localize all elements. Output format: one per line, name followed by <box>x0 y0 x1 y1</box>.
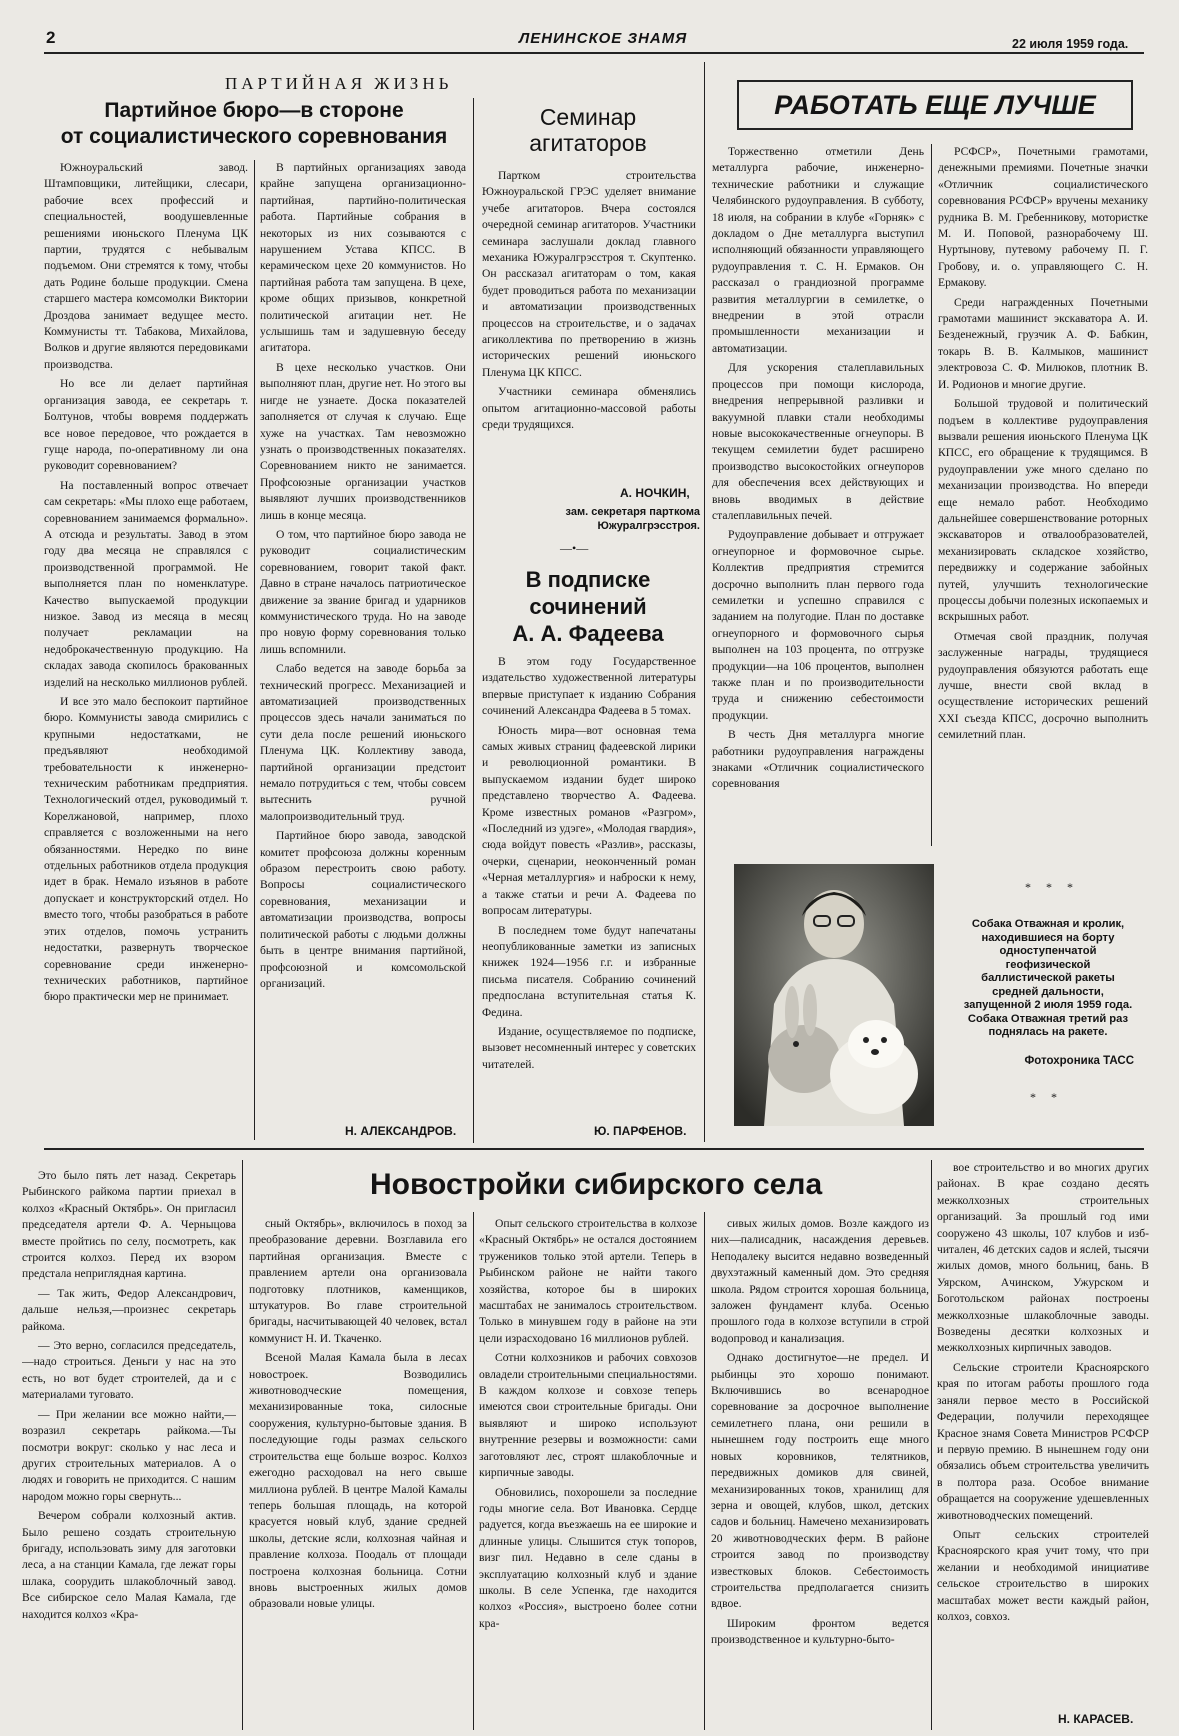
article5-paragraph: Широким фронтом ведется производственное и культурно-быто- <box>711 1616 929 1647</box>
article1-paragraph: В цехе несколько участков. Они выполняют план, другие нет. Но этого вы нигде не узнаете. Доска показателей заполняется от случая к случаю. Еще хуже на участках. Там невозможно узнать о производственных показателях. Соревнованием никто не занимается. Профсоюзные организации участков выявляют лучших производственников лишь в конце месяца. <box>260 360 466 522</box>
article5-paragraph: Однако достигнутое—не предел. И рыбинцы это хорошо понимают. Включившись во всенародное соревнование за досрочное выполнение семилетнего плана, они решили в нынешнем году построить еще много новых коровников, телятников, передвижных домиков для свиней, механизированных токов, хранилищ для зерна и овощей, клубов, школ, детских садов и больниц. Намечено механизировать 20 животноводческих ферм. В районе строится завод по производству известковых блоков. Себестоимость строительства предполагается снизить вдвое. <box>711 1351 929 1611</box>
article5-title: Новостройки сибирского села <box>370 1168 823 1201</box>
article3-title <box>480 566 696 647</box>
article1-column-1 <box>44 160 248 1145</box>
article1-paragraph: На поставленный вопрос отвечает сам секретарь: «Мы плохо еще работаем, соревнованием занимаемся формально». А отсюда и результаты. Завод в этом году два месяца не справлялся с производственной программой. Не выполняется план по номенклатуре. Качество выпускаемой продукции низкое. Завод из месяца в месяц получает рекламации на недоброкачественную продукцию. На складах завода скопилось бракованных изделий на несколько миллионов рублей. <box>44 478 248 689</box>
article5-paragraph: вое строительство и во многих других районах. В крае создано десять межколхозных строительных организаций. За прошлый год ими сооружено 43 школы, 107 клубов и изб-читален, 46 детских садов и яслей, тысячи жилых домов, много больниц, бань. В Уярском, Ачинском, Ужурском и Боготольском районах построены межколхозные шлакоблочные заводы. Возведены десятки колхозных и межколхозных кирпичных заводов. <box>937 1161 1149 1355</box>
article5-paragraph: Это было пять лет назад. Секретарь Рыбинского райкома партии приехал в колхоз «Красный Октябрь». Он пригласил председателя артели Ф. А. Черныцова вместе пройтись по селу, посмотреть, как строится колхоз. Перед их взором предстала неприглядная картина. <box>22 1169 236 1281</box>
paper-name: ЛЕНИНСКОЕ ЗНАМЯ <box>519 30 688 47</box>
article1-title-line2: от социалистического соревнования <box>60 125 448 148</box>
masthead-rule <box>44 52 1144 54</box>
article4-paragraph: Торжественно отметили День металлурга рабочие, инженерно-технические работники и служащие Челябинского рудоуправления. В субботу, 18 июля, на собрании в клубе «Горняк» с докладом о Дне металлурга выступил исполняющий обязанности управляющего рудоуправления т. С. Н. Ермаков. Он рассказал о грандиозной программе развития металлургии в семилетке, о внедрении в этой отрасли промышленности механизации и автоматизации. <box>712 145 924 355</box>
article1-paragraph: Южноуральский завод. Штамповщики, литейщики, слесари, рабочие всех профессий и специальностей, воодушевленные решениями июньского Пленума ЦК партии, трудятся с небывалым подъемом. Они стремятся к тому, чтобы дать Родине больше продукции. Смена старшего мастера комсомолки Виктории Дроздова занимает ведущее место. Коммунисты тт. Табакова, Михайлова, Волков и другие являются передовиками производства. <box>44 161 248 371</box>
article5-paragraph: — При желании все можно найти,—возразил секретарь райкома.—Ты посмотри вокруг: сколько у нас леса и других строительных материалов. А о людях и говорить не приходится. С нашим народом можно горы свернуть... <box>22 1407 236 1503</box>
stars-decoration: * * * <box>1025 880 1079 894</box>
article4-paragraph: РСФСР», Почетными грамотами, денежными премиями. Почетные значки «Отличник социалистического соревнования РСФСР» вручены механику рудника В. М. Гребенникову, мотористке М. И. Поповой, разнорабочему Ш. Нуртынову, путевому рабочему П. Г. Гробову, и. о. управляющего С. Н. Ермакову. <box>938 145 1148 290</box>
article2-title-line1: Семинар <box>539 104 637 130</box>
article2-paragraph: Участники семинара обменялись опытом агитационно-массовой работы среди трудящихся. <box>482 385 696 432</box>
article4-paragraph: В честь Дня металлурга многие работники рудоуправления награждены знаками «Отличник социалистического соревнования <box>712 728 924 791</box>
article4-title-box <box>737 80 1133 130</box>
section-label: ПАРТИЙНАЯ ЖИЗНЬ <box>225 74 453 93</box>
article4-paragraph: Для ускорения сталеплавильных процессов при помощи кислорода, внедрения непрерывной разливки и вакуумной плавки стали необходимы новые высококачественные огнеупоры. В текущем семилетии будет расширено производство высокостойких огнеупоров для обеспечения всех действующих и вновь вводимых в действие сталеплавильных печей. <box>712 361 924 522</box>
article2-signature-name: А. НОЧКИН, <box>620 486 690 500</box>
article4-title: РАБОТАТЬ ЕЩЕ ЛУЧШЕ <box>774 90 1096 120</box>
page-number: 2 <box>46 28 56 47</box>
article2-title-line2: агитаторов <box>529 130 647 156</box>
column-rule <box>254 160 255 1140</box>
article5-paragraph: Вечером собрали колхозный актив. Было решено создать строительную бригаду, использовать зиму для заготовки леса, а на станции Камала, где лежат горы шлака, соорудить шлакоблочный завод. Все сибирское село Малая Камала, где находится колхоз «Кра- <box>22 1509 236 1621</box>
article1-signature: Н. АЛЕКСАНДРОВ. <box>345 1124 457 1138</box>
article5-column-4 <box>711 1216 929 1728</box>
article3-paragraph: В последнем томе будут напечатаны неопубликованные заметки из записных книжек 1924—1956 г.г. и избранные письма писателя. Собранию сочинений предпослана вступительная статья К. Федина. <box>482 923 696 1019</box>
article5-column-1 <box>22 1168 236 1728</box>
issue-date: 22 июля 1959 года. <box>1012 37 1129 51</box>
article4-paragraph: Отмечая свой праздник, получая заслуженные награды, трудящиеся рудоуправления обязуются работать еще лучше, внести свой вклад в осуществление исторических решений XXI съезда КПСС, досрочно выполнить семилетний план. <box>938 629 1148 742</box>
article5-paragraph: — Это верно, согласился председатель,—надо строиться. Деньги у нас на это есть, но вот будет строителей, да и с материалами туговато. <box>22 1339 236 1402</box>
article2-body <box>482 168 696 476</box>
article5-paragraph: Опыт сельского строительства в колхозе «Красный Октябрь» не остался достоянием тружеников только этой артели. Теперь в Рыбинском районе не найти такого хозяйства, которое бы в широких масштабах не занималось строительством. Только в минувшем году в районе на эти цели израсходовано 16 миллионов рублей. <box>479 1217 697 1345</box>
article5-paragraph: Сельские строители Красноярского края по итогам работы прошлого года заняли первое место в Российской Федерации, получили переходящее Красное знамя Совета Министров РСФСР и первую премию. В нынешнем году они обязались объем строительства увеличить в полтора раза. Особое внимание обращается на сооружение удешевленных животноводческих помещений. <box>937 1360 1149 1522</box>
article3-paragraph: Юность мира—вот основная тема самых живых страниц фадеевской лирики и революционной романтики. В выпускаемом издании будет широко представлено творчество А. Фадеева. Кроме известных романов «Разгром», «Последний из удэге», «Молодая гвардия», сюда войдут повесть «Разлив», рассказы, очерки, сценарии, неоконченный роман «Черная металлургия» и наброски к нему, а также статьи и речи А. Фадеева по вопросам литературы. <box>482 723 696 918</box>
column-rule <box>704 1212 705 1730</box>
article3-title-line2: сочинений <box>529 594 647 619</box>
article3-title-line3: А. А. Фадеева <box>512 621 664 646</box>
column-rule <box>704 62 705 1142</box>
article5-paragraph: сный Октябрь», включилось в поход за преобразование деревни. Возглавила его партийная организация. Вместе с правлением артели она организовала подготовку плотников, каменщиков, штукатуров. Во главе строительной бригады, насчитывающей 40 человек, встал коммунист Н. И. Ткаченко. <box>249 1217 467 1345</box>
column-rule <box>931 144 932 846</box>
article4-paragraph: Большой трудовой и политический подъем в коллективе рудоуправления вызвали решения июньского Пленума ЦК КПСС, его обращение к трудящимся. В рудоуправлении уже много сделано по механизации производства. Но впереди еще немало работ. Необходимо дальнейшее совершенствование роторных экскаваторов и отвалообразователей, механизировать складское хозяйство, передвижку и содержание забойных путей, улучшить технологические процессы добычи полезных ископаемых и вскрышных работ. <box>938 397 1148 624</box>
article3-body <box>482 654 696 1122</box>
article2-signature-role: зам. секретаря парткома Южуралгрэсстроя. <box>565 506 700 532</box>
article3-paragraph: Издание, осуществляемое по подписке, вызовет несомненный интерес у советских читателей. <box>482 1024 696 1071</box>
article1-title <box>44 98 464 150</box>
article5-paragraph: Сотни колхозников и рабочих совхозов овладели строительными специальностями. В каждом колхозе и совхозе теперь имеются свои строительные бригады. Они выявляют и широко используют внутренние резервы и возможности: сами заготовляют лес, строят шлакоблочные и кирпичные заводы. <box>479 1351 697 1480</box>
article5-paragraph: Всеной Малая Камала была в лесах новостроек. Возводились животноводческие помещения, механизированные тока, силосные сооружения, культурно-бытовые здания. В последующие годы размах сельского строительства еще больше возрос. Колхоз ежегодно расходовал на него свыше миллиона рублей. В центре Малой Камалы теперь большая площадь, на которой красуется новый клуб, здание средней школы, детские ясли, колхозная чайная и правление колхоза. Поодаль от площади построена колхозная больница. Сотни вновь выстроенных жилых домов образовали новые улицы. <box>249 1351 467 1611</box>
article5-paragraph: Опыт сельских строителей Красноярского края учит тому, что при желании и необходимой инициативе сельское строительство в широких масштабах может вести каждый район, колхоз, совхоз. <box>937 1527 1149 1623</box>
article5-paragraph: Обновились, похорошели за последние годы многие села. Вот Ивановка. Сердце радуется, когда въезжаешь на ее широкие и длинные улицы. Слышится стук топоров, визг пил. Недавно в селе сданы в эксплуатацию колхозный клуб и здание школы. В селе Успенка, где находится колхоз «Россия», выстроено более сотни кра- <box>479 1485 697 1630</box>
article3-paragraph: В этом году Государственное издательство художественной литературы впервые приступает к изданию Собрания сочинений Александра Фадеева в 5 томах. <box>482 655 696 718</box>
article1-paragraph: И все это мало беспокоит партийное бюро. Коммунисты завода смирились с крупными недостатками, не предъявляют необходимой требовательности к инженерно-техническим работникам предприятия. Технологический отдел, руководимый т. Корелжановой, например, плохо справляется с возложенными на него обязанностями. Нередко по вине отдельных работников отдела продукция идет в брак. Немало изъянов в работе допускает и конструкторский отдел. Но вместо того, чтобы разобраться в работе этих отделов, помочь устранить недостатки, развернуть творческое соревнование среди инженерно-технических работников, партийное бюро практически мер не принимает. <box>44 695 248 1004</box>
article4-column-2 <box>938 144 1148 850</box>
photo-credit: Фотохроника ТАСС <box>1024 1055 1134 1067</box>
stars-decoration: * * <box>1030 1090 1063 1104</box>
article1-paragraph: О том, что партийное бюро завода не руководит социалистическим соревнованием, говорит такой факт. Давно в стране началось патриотическое движение за звание бригад и ударников коммунистического труда. Но на заводе про новую форму соревнования только лишь вспомнили. <box>260 527 466 656</box>
divider-ornament: —•— <box>560 541 589 555</box>
article3-title-line1: В подписке <box>525 567 651 592</box>
article4-paragraph: Рудоуправление добывает и отгружает огнеупорное и формовочное сырье. Коллектив предприятия стремится досрочно выполнить план первого года семилетки и успешно справился с заданием на полугодие. План по доставке огнеупорного и формовочного сырья выполнен на 103 процента, по отгрузке продукции—на 106 процентов, выполнен также план и по производительности труда и снижению себестоимости продукции. <box>712 528 924 722</box>
article3-signature: Ю. ПАРФЕНОВ. <box>594 1124 687 1138</box>
article2-paragraph: Партком строительства Южноуральской ГРЭС уделяет внимание учебе агитаторов. Вчера состоялся очередной семинар агитаторов. Участники семинара заслушали доклад главного механика Южуралгрэсстроя т. Скуптенко. Он рассказал агитаторам о том, какая будет проводиться работа по механизации и автоматизации производственных процессов на строительстве, и о задачах агиколлектива по претворению в жизнь исторических решений июньского Пленума ЦК КПСС. <box>482 169 696 379</box>
column-rule <box>242 1160 243 1730</box>
column-rule <box>931 1160 932 1730</box>
column-rule <box>473 98 474 1143</box>
article2-title <box>480 104 696 156</box>
article1-paragraph: Партийное бюро завода, заводской комитет профсоюза должны коренным образом перестроить свою работу. Вопросы социалистического соревнования, механизации и автоматизации производства, вопросы политической работы с людьми должны быть в центре внимания партийной, профсоюзной и комсомольской организаций. <box>260 829 466 990</box>
article5-column-3 <box>479 1216 697 1728</box>
article5-paragraph: — Так жить, Федор Александрович, дальше нельзя,—произнес секретарь райкома. <box>22 1286 236 1333</box>
article5-column-2 <box>249 1216 467 1728</box>
article5-column-5 <box>937 1160 1149 1708</box>
article1-title-line1: Партийное бюро—в стороне <box>104 99 404 122</box>
article1-paragraph: Но все ли делает партийная организация завода, ее секретарь т. Болтунов, чтобы вовремя поддержать все новое передовое, что рождается в гуще народа, по-оперативному ли она руководит соревнованием? <box>44 377 248 473</box>
photo-caption: Собака Отважная и кролик, находившиеся на борту одноступенчатой геофизической баллистической ракеты средней дальности, запущенной 2 июля 1959 года. Собака Отважная третий раз поднялась на ракете. <box>963 918 1133 1038</box>
article1-paragraph: Слабо ведется на заводе борьба за технический прогресс. Механизацией и автоматизацией производственных процессов здесь начали заниматься по сути дела после решений июньского Пленума ЦК. Коллективу завода, партийной организации предстоит немало потрудиться с тем, чтобы совсем вытеснить ручной малопроизводительный труд. <box>260 662 466 823</box>
photo-illustration <box>734 864 934 1126</box>
section-rule <box>44 1148 1144 1150</box>
article1-column-2 <box>260 160 466 1115</box>
article5-paragraph: сивых жилых домов. Возле каждого из них—палисадник, насаждения деревьев. Неподалеку высится недавно возведенный двухэтажный каменный дом. Это средняя школа. Рядом строится хорошая больница, заложен фундамент клуба. Осенью прошлого года в колхозе вступили в строй водопровод и канализация. <box>711 1217 929 1345</box>
article5-signature: Н. КАРАСЕВ. <box>1058 1712 1134 1726</box>
dog-and-rabbit-photo <box>734 864 934 1126</box>
article4-paragraph: Среди награжденных Почетными грамотами машинист экскаватора А. И. Безденежный, грузчик А. Ф. Бабкин, токарь В. В. Калмыков, машинист электровоза С. Ф. Милюков, плотник В. И. Родионов и многие другие. <box>938 295 1148 391</box>
column-rule <box>473 1212 474 1730</box>
article1-paragraph: В партийных организациях завода крайне запущена организационно-партийная, партийно-политическая работа. Партийные собрания в некоторых из них созываются с нарушением Устава КПСС. В керамическом цехе 20 коммунистов. Но партийная работа там запущена. В цехе, кроме общих призывов, конкретной политической агитации нет. Не услышишь там и задушевную беседу агитатора. <box>260 161 466 355</box>
article4-column-1 <box>712 144 924 850</box>
